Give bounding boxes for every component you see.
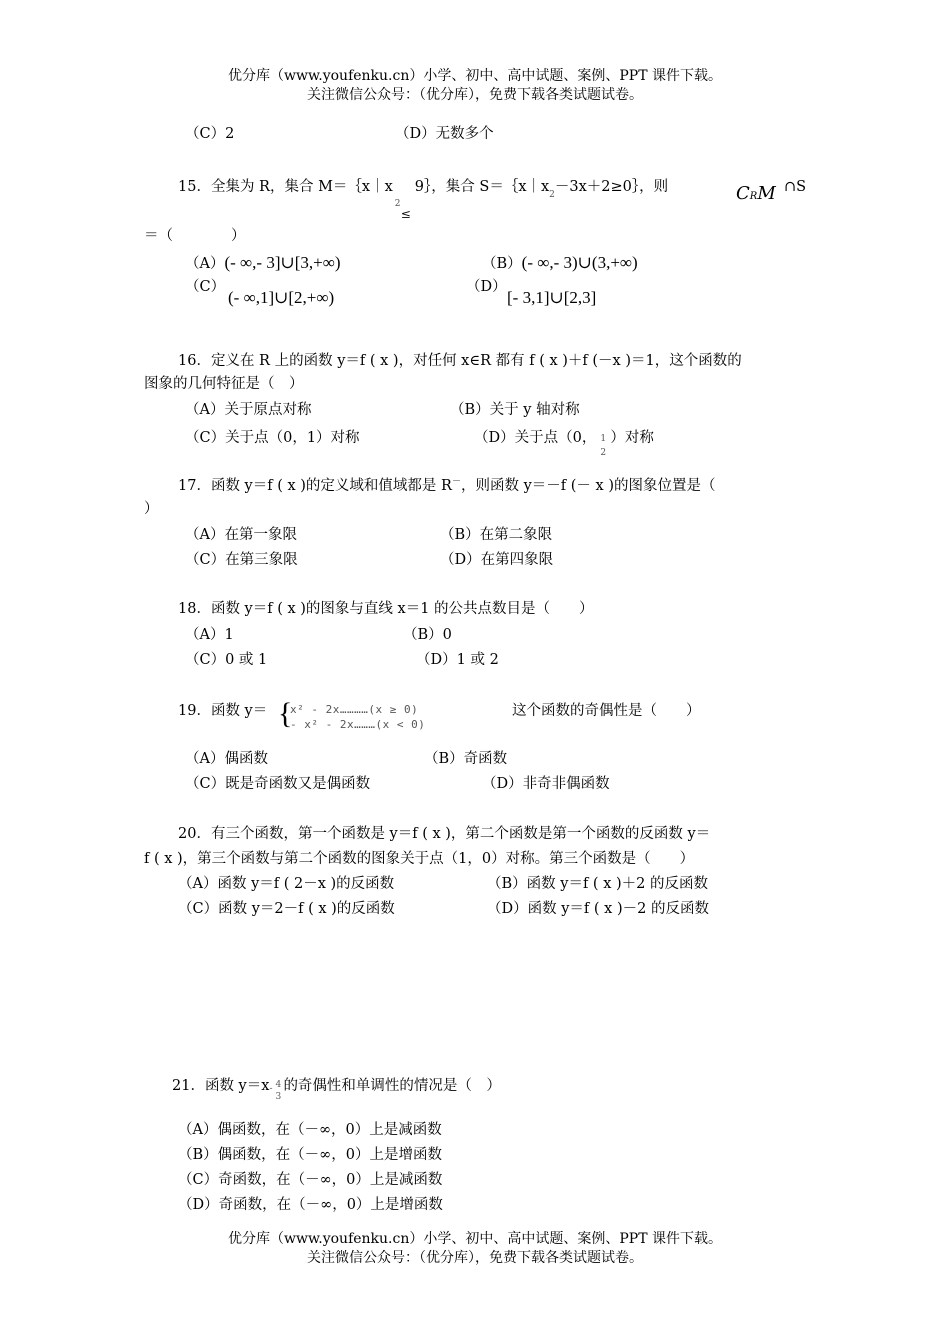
q17-line2: ） <box>144 501 159 517</box>
q15-sup: 2 <box>394 199 401 209</box>
q20-line2: f ( x )，第三个函数与第二个函数的图象关于点（1，0）对称。第三个函数是（ ） <box>144 851 695 867</box>
footer-line-1: 优分库（www.youfenku.cn）小学、初中、高中试题、案例、PPT 课件下载。 <box>227 1231 722 1247</box>
q14-option-c: （C）2 <box>185 126 235 142</box>
q21-option-d: （D）奇函数，在（－∞，0）上是增函数 <box>178 1197 443 1213</box>
q16-d-fraction <box>596 430 610 458</box>
q17-option-d: （D）在第四象限 <box>440 552 554 568</box>
q18-option-b: （B）0 <box>403 627 452 643</box>
q15-b-math: (- ∞,- 3)∪(3,+∞) <box>521 253 638 272</box>
footer-line-2: 关注微信公众号：（优分库），免费下载各类试题试卷。 <box>307 1250 643 1266</box>
q16-option-a: （A）关于原点对称 <box>185 402 312 418</box>
q21-option-a: （A）偶函数，在（－∞，0）上是减函数 <box>178 1122 442 1138</box>
q15-option-c-label: （C） <box>185 279 226 295</box>
q17-minus-sup: － <box>451 477 461 487</box>
q15-line2: ＝（ ） <box>144 228 246 244</box>
q17-option-a: （A）在第一象限 <box>185 527 297 543</box>
q21-option-b: （B）偶函数，在（－∞，0）上是增函数 <box>178 1147 442 1163</box>
q21-exp-num: 4 <box>275 1080 282 1090</box>
q21-exp-den: 3 <box>275 1092 282 1102</box>
q17-option-c: （C）在第三象限 <box>185 552 298 568</box>
q14-option-d: （D）无数多个 <box>395 126 494 142</box>
q15-complement-m: M <box>757 183 776 204</box>
q16-d-num: 1 <box>600 434 607 444</box>
q21-stem-pre: 21．函数 y＝x <box>172 1078 270 1094</box>
header-line-2: 关注微信公众号：（优分库），免费下载各类试题试卷。 <box>307 87 643 103</box>
q19-stem-pre: 19．函数 y＝ <box>178 703 268 719</box>
q20-option-c: （C）函数 y＝2－f ( x )的反函数 <box>178 901 395 917</box>
q19-option-d: （D）非奇非偶函数 <box>482 776 610 792</box>
q20-option-d: （D）函数 y＝f ( x )－2 的反函数 <box>487 901 709 917</box>
q19-stem-post: 这个函数的奇偶性是（ ） <box>512 703 701 719</box>
q15-option-d-math: [- 3,1]∪[2,3] <box>507 288 597 307</box>
q15-option-c-math: (- ∞,1]∪[2,+∞) <box>228 288 335 307</box>
q15-sup-2: 2 <box>549 190 555 200</box>
q15-option-a <box>185 253 341 273</box>
q21-exp-minus: - <box>269 1084 273 1094</box>
q15-complement-c: C <box>736 183 750 204</box>
q20-line1: 20．有三个函数，第一个函数是 y＝f ( x )，第二个函数是第一个函数的反函数 y＝ <box>178 826 711 842</box>
q15-stem <box>178 179 669 221</box>
q15-b-label: （B） <box>482 256 522 272</box>
q20-option-a: （A）函数 y＝f ( 2－x )的反函数 <box>178 876 395 892</box>
q19-option-a: （A）偶函数 <box>185 751 268 767</box>
q15-leq: ≤ <box>400 207 411 221</box>
q21-stem-post: 的奇偶性和单调性的情况是（ ） <box>283 1078 501 1094</box>
q15-cap-s: ∩S <box>784 179 807 195</box>
q16-d-pre: （D）关于点（0， <box>474 430 597 446</box>
q17-line1-post: ，则函数 y＝－f (－ x )的图象位置是（ <box>460 477 716 494</box>
q19-case-2: - x² - 2x………(x < 0) <box>290 718 426 731</box>
q18-stem: 18．函数 y＝f ( x )的图象与直线 x＝1 的公共点数目是（ ） <box>178 601 594 617</box>
q19-brace: { <box>278 697 293 730</box>
q19-case-1: x² - 2x…………(x ≥ 0) <box>290 703 419 716</box>
q20-option-b: （B）函数 y＝f ( x )＋2 的反函数 <box>487 876 708 892</box>
q16-line2: 图象的几何特征是（ ） <box>144 376 304 392</box>
q18-option-c: （C）0 或 1 <box>185 652 268 668</box>
q16-d-den: 2 <box>600 448 607 458</box>
q16-option-c: （C）关于点（0，1）对称 <box>185 430 360 446</box>
q15-complement <box>736 183 776 205</box>
q17-option-b: （B）在第二象限 <box>440 527 553 543</box>
q15-a-math: (- ∞,- 3]∪[3,+∞) <box>224 253 341 272</box>
q17-line1-pre: 17．函数 y＝f ( x )的定义域和值域都是 R <box>178 477 452 494</box>
q15-complement-r: R <box>749 191 758 202</box>
q15-a-label: （A） <box>185 256 225 272</box>
q16-option-d <box>474 430 654 458</box>
q18-option-a: （A）1 <box>185 627 234 643</box>
q16-line1: 16．定义在 R 上的函数 y＝f ( x )，对任何 x∈R 都有 f ( x )＋f (－x )＝1，这个函数的 <box>178 353 742 369</box>
q15-stem-part3: －3x＋2≥0｝，则 <box>554 179 669 195</box>
q21-stem <box>172 1078 501 1102</box>
q15-option-d-label: （D） <box>466 279 507 295</box>
q18-option-d: （D）1 或 2 <box>416 652 499 668</box>
q16-d-post: ）对称 <box>610 430 654 446</box>
header-line-1: 优分库（www.youfenku.cn）小学、初中、高中试题、案例、PPT 课件下载。 <box>227 68 722 84</box>
q15-stem-part2: 9｝，集合 S＝｛x｜x <box>414 179 550 195</box>
q15-stem-part1: 15．全集为 R，集合 M＝｛x｜x <box>178 179 393 195</box>
q15-option-b <box>482 253 638 273</box>
q19-option-c: （C）既是奇函数又是偶函数 <box>185 776 371 792</box>
q21-exponent <box>269 1078 283 1102</box>
q16-option-b: （B）关于 y 轴对称 <box>450 402 580 418</box>
q21-option-c: （C）奇函数，在（－∞，0）上是减函数 <box>178 1172 443 1188</box>
q17-line1 <box>178 477 715 495</box>
q19-option-b: （B）奇函数 <box>424 751 508 767</box>
